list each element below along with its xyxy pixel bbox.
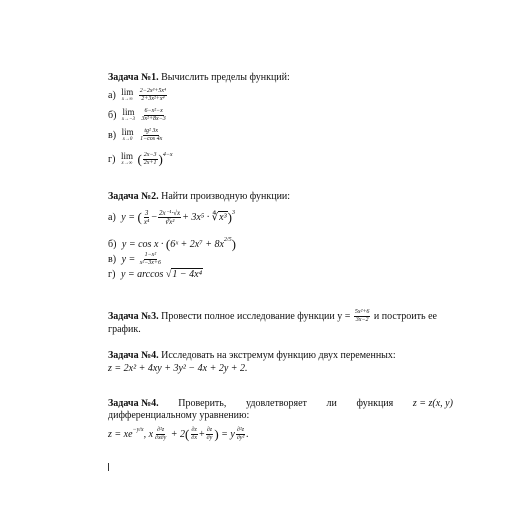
limit-operator: lim x→−3 xyxy=(121,107,136,122)
item-label: б) xyxy=(108,109,117,121)
item-label: б) xyxy=(108,239,117,250)
task2-item-a: а) y = ( $\frac{3}{\text{x⁴}}$ − $\frac{\text{2x⁻¹·√x}}{\text{∛x²}}$ + 3x⁵ · ∜x³)$^3$ xyxy=(108,209,235,227)
exponent: 4−x xyxy=(162,152,173,158)
task3-line2 xyxy=(108,324,141,336)
item-label: в) xyxy=(108,253,117,265)
fraction: $\frac{\text{2−2x³+5x⁴}}{\text{2+3x²+x⁴}}$ xyxy=(139,88,167,102)
task4-formula: z = 2x² + 4xy + 3y² − 4x + 2y + 2. xyxy=(108,363,248,374)
lhs: y = cos x · xyxy=(121,239,166,250)
limit-operator: lim x→∞ xyxy=(120,151,133,167)
item-label: г) xyxy=(108,269,116,280)
task2-title: Задача №2. xyxy=(108,191,159,202)
fraction: $\frac{\text{6−x²−x}}{\text{3x²+8x−3}}$ xyxy=(141,108,166,122)
task2-heading xyxy=(108,191,290,203)
root-sign: ∜ xyxy=(211,212,219,223)
task3-line1 xyxy=(108,309,437,324)
task3-title: Задача №3. xyxy=(108,310,159,322)
task1-item-a xyxy=(108,88,168,103)
task2-item-d: г) y = arccos √1 − 4x⁴ xyxy=(108,269,203,280)
task2-item-b: б) y = cos x · (6ˣ + $2x^7 + 8x^{2/5}$) xyxy=(108,236,236,252)
task4-title: Задача №4. xyxy=(108,350,159,361)
exponent: −y/x xyxy=(132,427,144,433)
exponent: 3 xyxy=(231,210,235,216)
lhs: y = xyxy=(121,212,135,223)
item-label: в) xyxy=(108,129,117,141)
task1-heading xyxy=(108,72,290,84)
task5-word: функция xyxy=(356,398,394,409)
equals-term: = y xyxy=(218,429,235,440)
middle-term: + 2 xyxy=(168,429,186,440)
task4-text: Исследовать на экстремум функцию двух переменных: xyxy=(158,350,396,361)
fraction: $\frac{\text{∂²z}}{\partial x\partial y}$ xyxy=(155,427,167,442)
fraction: $\frac{\text{∂²z}}{\text{∂y²}}$ xyxy=(236,427,245,442)
task5-title: Задача №4. xyxy=(108,398,159,409)
task5-function: z = z(x, y) xyxy=(412,398,453,409)
fraction: $\frac{\text{tg² 3x}}{1-\cos 4x}$ xyxy=(140,128,163,142)
item-label: а) xyxy=(108,89,116,101)
limit-operator: lim x→∞ xyxy=(121,87,134,102)
item-label: а) xyxy=(108,212,116,223)
radicand: 1 − 4x⁴ xyxy=(172,269,203,280)
task5-word: Проверить, xyxy=(178,398,227,409)
text-cursor[interactable] xyxy=(108,463,109,471)
item-label: г) xyxy=(108,154,116,165)
task5-word: ли xyxy=(326,398,337,409)
task3-text3: график. xyxy=(108,324,141,335)
task5-word: удовлетворяет xyxy=(245,398,307,409)
fraction: $\frac{3}{\text{x⁴}}$ xyxy=(143,209,150,227)
task1-title: Задача №1. xyxy=(108,72,159,83)
lhs: z = xe xyxy=(108,429,133,440)
task1-item-d: г) lim x→∞ ( $\frac{2x-3}{2x+1}$ )$^{4-x}$ xyxy=(108,151,173,167)
task5-line2: дифференциальному уравнению: xyxy=(108,410,250,421)
task2-text: Найти производную функции: xyxy=(158,191,291,202)
task4-heading xyxy=(108,350,396,362)
radicand: x³ xyxy=(219,212,227,223)
task5-equation: $z = xe^{-y/x}$, x $\frac{\text{∂²z}}{\partial x\partial y}$ + 2( $\frac{\partial z}{\partial x}$ + $\frac{\partial z}{\partial y}$ ) = y $\frac{\text{∂²z}}{\text{∂y²}}$ . xyxy=(108,426,249,442)
fraction: $\frac{\text{1−x²}}{\text{x²−3x+6}}$ xyxy=(139,252,161,266)
middle-term: + 3x⁵ · xyxy=(182,212,212,223)
task3-text2: и построить ее xyxy=(371,310,437,322)
task1-text: Вычислить пределы функций: xyxy=(158,72,290,83)
lhs: y = arccos xyxy=(120,269,164,280)
fraction: $\frac{\text{5x²+6}}{3x-2}$ xyxy=(354,309,370,323)
task3-text1: Провести полное исследование функции y = xyxy=(158,310,353,322)
limit-operator: lim x→0 xyxy=(121,127,134,142)
fraction: $\frac{\text{2x⁻¹·√x}}{\text{∛x²}}$ xyxy=(159,209,181,227)
task5-line1 xyxy=(108,398,453,410)
task1-item-c xyxy=(108,128,164,143)
expression: 6ˣ + 2x⁷ + 8x xyxy=(170,239,224,250)
fraction: $\frac{2x-3}{2x+1}$ xyxy=(143,152,157,167)
lhs: y = xyxy=(121,253,136,265)
exponent: 2/5 xyxy=(223,237,232,243)
fraction: $\frac{\partial z}{\partial y}$ xyxy=(206,427,213,442)
task1-item-b xyxy=(108,108,168,123)
task2-item-c xyxy=(108,252,163,267)
fraction: $\frac{\partial z}{\partial x}$ xyxy=(191,427,198,442)
